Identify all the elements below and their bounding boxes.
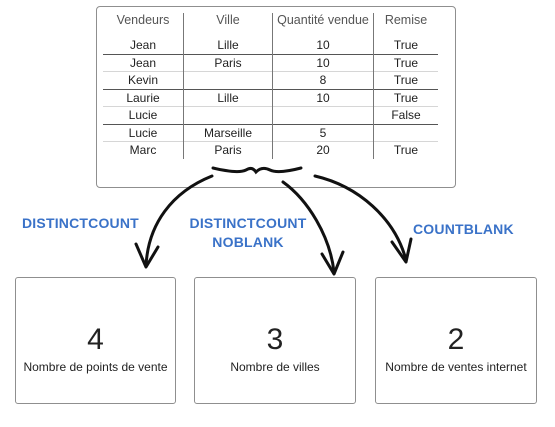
card-value: 4: [87, 323, 104, 356]
label-noblank-line2: NOBLANK: [212, 234, 284, 250]
cell-vendeur: Kevin: [103, 72, 184, 90]
header-remise: Remise: [384, 13, 428, 27]
cell-remise: True: [374, 72, 439, 90]
cell-ville: Paris: [184, 142, 273, 159]
card-points-de-vente: [15, 277, 176, 404]
cell-quantite: 10: [273, 89, 374, 107]
card-ventes-internet: [375, 277, 537, 404]
cell-remise: True: [374, 89, 439, 107]
card-caption: Nombre de villes: [230, 360, 320, 374]
cell-quantite: 8: [273, 72, 374, 90]
header-ville: Ville: [184, 13, 273, 37]
card-value: 3: [266, 323, 284, 356]
cell-quantite: 10: [273, 37, 374, 54]
cell-ville: Lille: [184, 89, 273, 107]
cell-vendeur: Lucie: [103, 124, 184, 142]
cell-vendeur: Jean: [103, 37, 184, 54]
cell-remise: True: [374, 142, 439, 159]
header-quantite: Quantité vendue: [273, 13, 374, 37]
cell-remise: False: [374, 107, 439, 125]
cell-vendeur: Lucie: [103, 107, 184, 125]
label-noblank-line1: DISTINCTCOUNT: [189, 215, 307, 231]
cell-quantite: 20: [273, 142, 374, 159]
header-vendeurs: Vendeurs: [103, 13, 184, 37]
cell-remise: True: [374, 54, 439, 72]
cell-quantite: 5: [273, 124, 374, 142]
card-caption: Nombre de points de vente: [23, 360, 168, 374]
card-villes: [194, 277, 356, 404]
cell-quantite: 10: [273, 54, 374, 72]
cell-vendeur: Marc: [103, 142, 184, 159]
card-caption: Nombre de ventes internet: [385, 360, 527, 374]
cell-vendeur: Jean: [103, 54, 184, 72]
cell-ville: Lille: [184, 37, 273, 54]
cell-vendeur: Laurie: [103, 89, 184, 107]
cell-remise: True: [393, 38, 419, 53]
label-distinctcount: DISTINCTCOUNT: [22, 215, 139, 231]
brace-icon: [213, 168, 301, 172]
label-distinctcount-noblank: [178, 214, 318, 252]
card-value: 2: [447, 323, 465, 356]
label-countblank: COUNTBLANK: [413, 221, 514, 237]
cell-ville: Paris: [184, 54, 273, 72]
cell-ville: Marseille: [184, 124, 273, 142]
